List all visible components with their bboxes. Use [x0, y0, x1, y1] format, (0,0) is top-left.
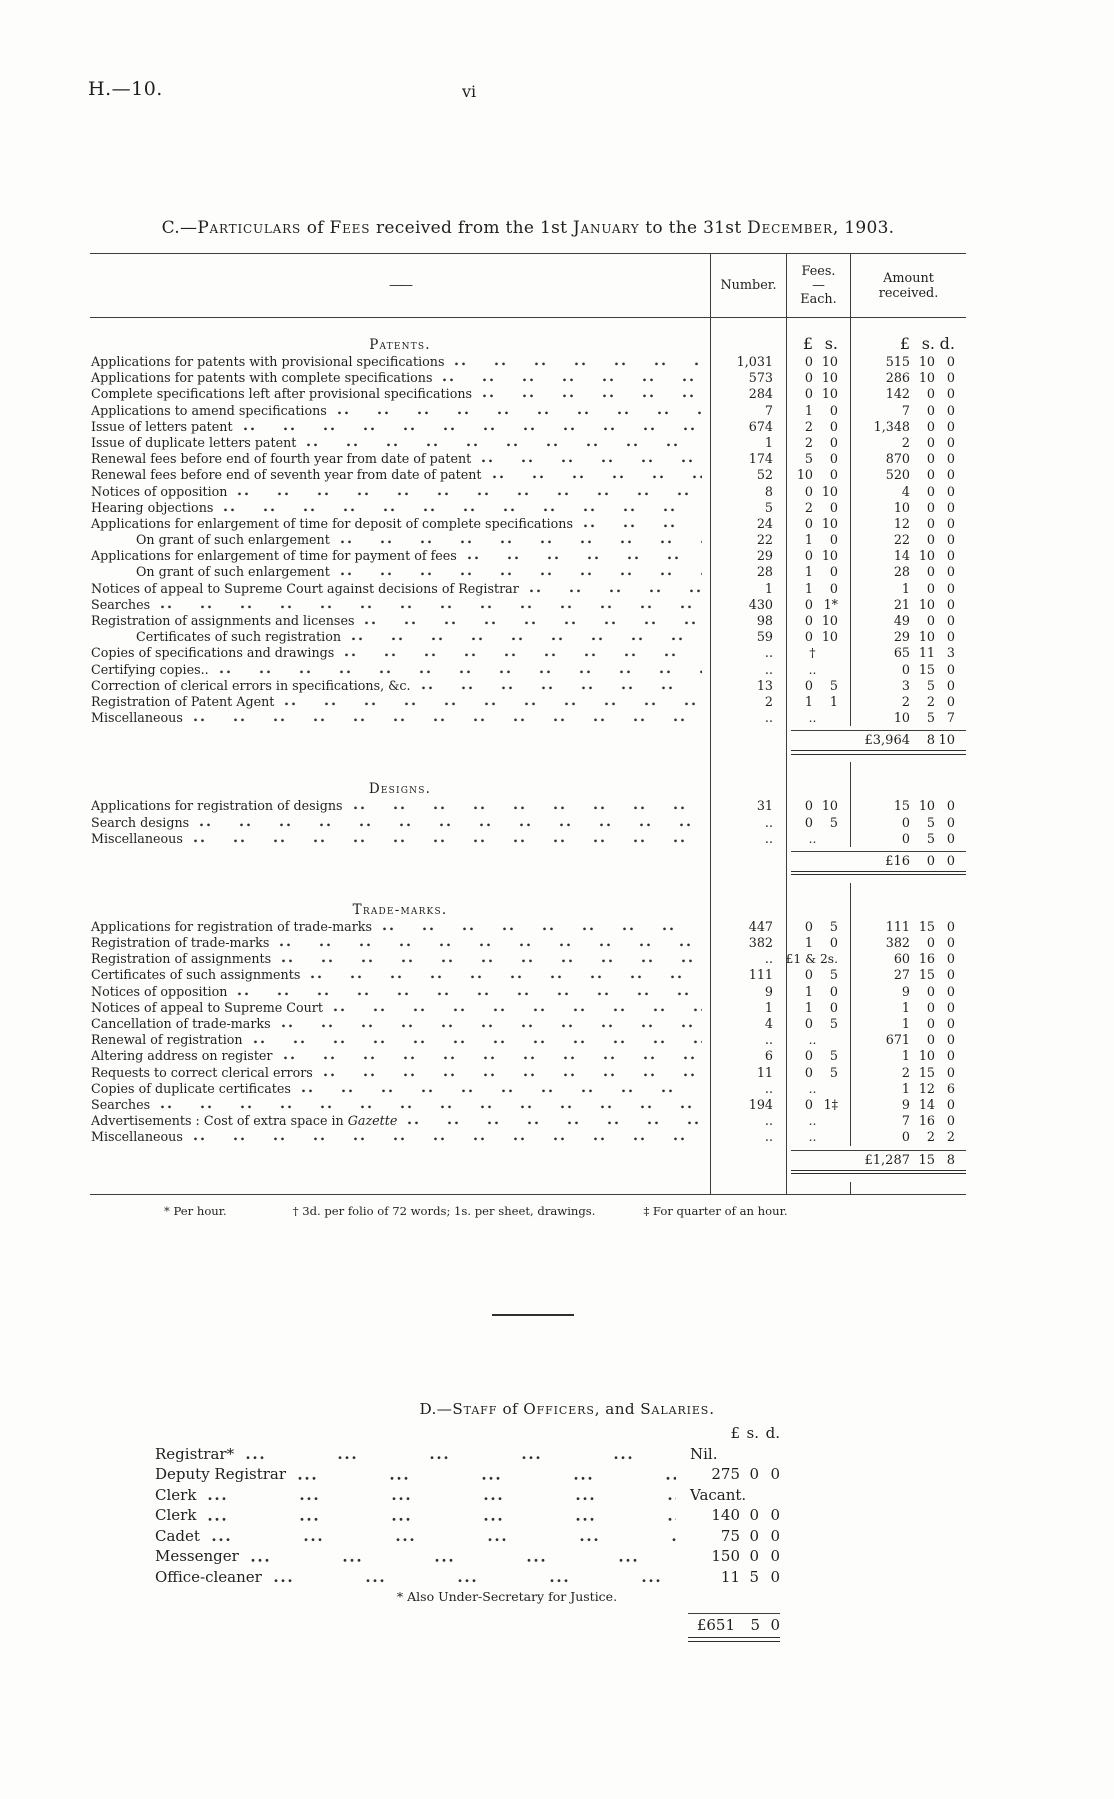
row-fee: £1 & 2s.: [786, 951, 850, 967]
row-amount: 2 2 0: [850, 694, 966, 710]
staff-table-title: D.—Staff of Officers, and Salaries.: [419, 1400, 715, 1418]
row-number: 1: [710, 1000, 786, 1016]
row-amount: 1 0 0: [850, 1016, 966, 1032]
row-fee: 0 10: [786, 548, 850, 564]
footnote-per-folio: † 3d. per folio of 72 words; 1s. per sheet, drawings.: [292, 1203, 596, 1218]
row-label: On grant of such enlargement: [90, 564, 710, 580]
fees-section: [90, 218, 966, 1218]
row-amount: 14 10 0: [850, 548, 966, 564]
row-amount: 15 10 0: [850, 798, 966, 814]
staff-row: Deputy Registrar 275 0 0: [155, 1465, 780, 1486]
row-amount: 0 15 0: [850, 662, 966, 678]
row-label: Certifying copies..: [90, 662, 710, 678]
row-label: Registration of assignments and licenses: [90, 613, 710, 629]
total-double-rule: [791, 750, 966, 755]
currency-header-fees: [786, 883, 850, 919]
row-number: 447: [710, 919, 786, 935]
row-label: Miscellaneous: [90, 1129, 710, 1145]
row-fee: ..: [786, 710, 850, 726]
spacer-cell: [710, 318, 786, 354]
row-amount: 28 0 0: [850, 564, 966, 580]
row-amount: 2 15 0: [850, 1065, 966, 1081]
currency-header-fees: £ s.: [786, 318, 850, 354]
row-label: Certificates of such registration: [90, 629, 710, 645]
column-header-number: Number.: [710, 254, 786, 318]
row-label: Complete specifications left after provisional specifications: [90, 386, 710, 402]
row-fee: 0 5: [786, 919, 850, 935]
row-amount: 0 2 2: [850, 1129, 966, 1145]
row-fee: 2 0: [786, 435, 850, 451]
row-number: 674: [710, 419, 786, 435]
row-number: 573: [710, 370, 786, 386]
column-header-placeholder: ——: [90, 254, 710, 318]
row-amount: 286 10 0: [850, 370, 966, 386]
currency-header-fees: [786, 762, 850, 798]
spacer-cell: [786, 1182, 850, 1194]
section-total-value: £1,287 15 8: [864, 1152, 955, 1168]
row-number: 31: [710, 798, 786, 814]
row-amount: 0 5 0: [850, 815, 966, 831]
row-label: On grant of such enlargement: [90, 532, 710, 548]
row-amount: 870 0 0: [850, 451, 966, 467]
row-label: Applications for registration of trade-marks: [90, 919, 710, 935]
staff-row: Clerk Vacant.: [155, 1486, 780, 1507]
row-fee: 1 0: [786, 581, 850, 597]
staff-row: Cadet 75 0 0: [155, 1527, 780, 1548]
row-number: 22: [710, 532, 786, 548]
spacer-cell: [850, 1182, 966, 1194]
currency-header-amount: [850, 883, 966, 919]
row-number: ..: [710, 710, 786, 726]
row-label: Issue of letters patent: [90, 419, 710, 435]
staff-currency-header: £ s. d.: [730, 1424, 780, 1442]
row-label: Notices of appeal to Supreme Court against decisions of Registrar: [90, 581, 710, 597]
row-amount: 2 0 0: [850, 435, 966, 451]
row-amount: 3 5 0: [850, 678, 966, 694]
currency-header-amount: £ s. d.: [850, 318, 966, 354]
row-amount: 65 11 3: [850, 645, 966, 661]
row-amount: 9 14 0: [850, 1097, 966, 1113]
row-label: Renewal fees before end of fourth year from date of patent: [90, 451, 710, 467]
spacer-cell: [710, 883, 786, 919]
row-amount: 1 0 0: [850, 1000, 966, 1016]
row-number: 13: [710, 678, 786, 694]
row-label: Requests to correct clerical errors: [90, 1065, 710, 1081]
spacer-cell: [710, 726, 786, 762]
row-amount: 60 16 0: [850, 951, 966, 967]
row-label: Certificates of such assignments: [90, 967, 710, 983]
row-amount: 27 15 0: [850, 967, 966, 983]
row-number: ..: [710, 1032, 786, 1048]
row-fee: 2 0: [786, 500, 850, 516]
row-amount: 142 0 0: [850, 386, 966, 402]
row-amount: 9 0 0: [850, 984, 966, 1000]
row-number: ..: [710, 831, 786, 847]
row-number: 8: [710, 484, 786, 500]
row-label: Applications for registration of designs: [90, 798, 710, 814]
row-number: 11: [710, 1065, 786, 1081]
row-label: Miscellaneous: [90, 831, 710, 847]
total-double-rule: [791, 1170, 966, 1175]
row-fee: 0 1‡: [786, 1097, 850, 1113]
row-label: Applications to amend specifications: [90, 403, 710, 419]
row-fee: 1 0: [786, 403, 850, 419]
row-number: 174: [710, 451, 786, 467]
row-fee: ..: [786, 1113, 850, 1129]
row-number: 382: [710, 935, 786, 951]
row-number: ..: [710, 1081, 786, 1097]
row-number: 5: [710, 500, 786, 516]
section-total-value: £16 0 0: [885, 853, 955, 869]
row-label: Notices of appeal to Supreme Court: [90, 1000, 710, 1016]
row-number: ..: [710, 662, 786, 678]
row-amount: 1 12 6: [850, 1081, 966, 1097]
row-fee: 0 10: [786, 370, 850, 386]
section-heading: Trade-marks.: [352, 901, 448, 918]
row-amount: 1,348 0 0: [850, 419, 966, 435]
fees-header-line: Fees.: [801, 263, 836, 279]
row-amount: 1 10 0: [850, 1048, 966, 1064]
row-amount: 21 10 0: [850, 597, 966, 613]
row-amount: 7 16 0: [850, 1113, 966, 1129]
staff-row: Registrar* Nil.: [155, 1445, 780, 1466]
row-number: 4: [710, 1016, 786, 1032]
column-header-fees: [786, 254, 850, 318]
section-heading: Designs.: [368, 781, 432, 798]
row-label: Applications for enlargement of time for deposit of complete specifications: [90, 516, 710, 532]
footnote-per-hour: * Per hour.: [164, 1203, 227, 1218]
section-total-value: £3,964 8 10: [864, 733, 955, 749]
row-amount: 515 10 0: [850, 354, 966, 370]
row-label: Search designs: [90, 815, 710, 831]
section-total: [786, 726, 966, 762]
row-fee: 10 0: [786, 467, 850, 483]
staff-row: Clerk 140 0 0: [155, 1506, 780, 1527]
section-total: [786, 847, 966, 883]
row-number: 28: [710, 564, 786, 580]
row-fee: 0 10: [786, 629, 850, 645]
row-number: 430: [710, 597, 786, 613]
row-label: Hearing objections: [90, 500, 710, 516]
fees-table: [90, 253, 966, 1195]
row-fee: 0 5: [786, 967, 850, 983]
row-fee: 2 0: [786, 419, 850, 435]
staff-table: [155, 1424, 780, 1588]
row-label: Copies of specifications and drawings: [90, 645, 710, 661]
row-fee: 0 5: [786, 1048, 850, 1064]
row-label: Notices of opposition: [90, 984, 710, 1000]
row-amount: 0 5 0: [850, 831, 966, 847]
staff-row: Messenger 150 0 0: [155, 1547, 780, 1568]
row-fee: 1 0: [786, 935, 850, 951]
total-double-rule: [791, 871, 966, 876]
row-number: 59: [710, 629, 786, 645]
row-amount: 22 0 0: [850, 532, 966, 548]
spacer-cell: [710, 762, 786, 798]
column-header-amount: Amount received.: [850, 254, 966, 318]
spacer-cell: [710, 847, 786, 883]
row-label: Applications for enlargement of time for payment of fees: [90, 548, 710, 564]
row-label: Notices of opposition: [90, 484, 710, 500]
row-label: Searches: [90, 597, 710, 613]
staff-total: [688, 1613, 780, 1642]
footnote-quarter-hour: ‡ For quarter of an hour.: [643, 1203, 788, 1218]
row-fee: ..: [786, 831, 850, 847]
row-amount: 111 15 0: [850, 919, 966, 935]
row-fee: 1 0: [786, 1000, 850, 1016]
row-label: Advertisements : Cost of extra space in Gazette: [90, 1113, 710, 1129]
row-fee: 0 10: [786, 354, 850, 370]
section-divider-rule: [492, 1314, 574, 1316]
row-label: Renewal of registration: [90, 1032, 710, 1048]
row-label: Searches: [90, 1097, 710, 1113]
row-fee: 1 1: [786, 694, 850, 710]
row-fee: 0 10: [786, 386, 850, 402]
row-fee: 0 1*: [786, 597, 850, 613]
fees-header-line: Each.: [800, 291, 837, 307]
row-fee: ..: [786, 1129, 850, 1145]
row-fee: 0 5: [786, 1065, 850, 1081]
row-number: 29: [710, 548, 786, 564]
staff-total-double-rule: [688, 1637, 780, 1642]
row-fee: 1 0: [786, 984, 850, 1000]
row-number: 24: [710, 516, 786, 532]
spacer-cell: [90, 1182, 710, 1194]
row-amount: 7 0 0: [850, 403, 966, 419]
row-number: 98: [710, 613, 786, 629]
row-number: 6: [710, 1048, 786, 1064]
row-number: ..: [710, 645, 786, 661]
row-number: 194: [710, 1097, 786, 1113]
row-fee: 0 10: [786, 516, 850, 532]
row-label: Registration of trade-marks: [90, 935, 710, 951]
row-amount: 1 0 0: [850, 581, 966, 597]
row-fee: 0 10: [786, 613, 850, 629]
row-amount: 520 0 0: [850, 467, 966, 483]
row-fee: 0 5: [786, 678, 850, 694]
row-label: Miscellaneous: [90, 710, 710, 726]
row-label: Altering address on register: [90, 1048, 710, 1064]
row-label: Renewal fees before end of seventh year from date of patent: [90, 467, 710, 483]
staff-total-value: £651 5 0: [696, 1616, 780, 1634]
row-amount: 10 5 7: [850, 710, 966, 726]
row-amount: 671 0 0: [850, 1032, 966, 1048]
row-fee: 1 0: [786, 532, 850, 548]
section-total: [786, 1146, 966, 1182]
spacer-cell: [90, 847, 710, 883]
row-number: 284: [710, 386, 786, 402]
row-amount: 382 0 0: [850, 935, 966, 951]
row-label: Issue of duplicate letters patent: [90, 435, 710, 451]
row-number: ..: [710, 1129, 786, 1145]
row-fee: ..: [786, 1081, 850, 1097]
row-label: Registration of assignments: [90, 951, 710, 967]
row-number: ..: [710, 1113, 786, 1129]
fees-header-line: —: [812, 277, 825, 293]
row-label: Registration of Patent Agent: [90, 694, 710, 710]
row-number: 1,031: [710, 354, 786, 370]
currency-header-amount: [850, 762, 966, 798]
spacer-cell: [710, 1182, 786, 1194]
section-heading: Patents.: [369, 337, 431, 353]
spacer-cell: [90, 726, 710, 762]
row-fee: 5 0: [786, 451, 850, 467]
row-number: 1: [710, 435, 786, 451]
row-number: 2: [710, 694, 786, 710]
row-number: 52: [710, 467, 786, 483]
spacer-cell: [710, 1146, 786, 1182]
table-footnotes: [90, 1204, 966, 1218]
row-number: 7: [710, 403, 786, 419]
spacer-cell: [90, 1146, 710, 1182]
row-label: Applications for patents with provisional specifications: [90, 354, 710, 370]
row-number: 1: [710, 581, 786, 597]
row-label: Copies of duplicate certificates: [90, 1081, 710, 1097]
row-amount: 4 0 0: [850, 484, 966, 500]
row-number: 9: [710, 984, 786, 1000]
row-label: Applications for patents with complete specifications: [90, 370, 710, 386]
row-number: ..: [710, 815, 786, 831]
row-amount: 29 10 0: [850, 629, 966, 645]
row-amount: 10 0 0: [850, 500, 966, 516]
document-reference: H.—10.: [88, 78, 163, 100]
row-fee: 1 0: [786, 564, 850, 580]
staff-salaries-section: [155, 1400, 780, 1642]
staff-row: Office-cleaner 11 5 0: [155, 1568, 780, 1589]
row-amount: 49 0 0: [850, 613, 966, 629]
row-fee: †: [786, 645, 850, 661]
row-fee: ..: [786, 662, 850, 678]
row-amount: 12 0 0: [850, 516, 966, 532]
row-number: ..: [710, 951, 786, 967]
page-number: vi: [462, 82, 477, 101]
row-fee: 0 5: [786, 1016, 850, 1032]
row-fee: ..: [786, 1032, 850, 1048]
row-fee: 0 5: [786, 815, 850, 831]
staff-footnote: * Also Under-Secretary for Justice.: [396, 1589, 618, 1604]
row-number: 111: [710, 967, 786, 983]
row-fee: 0 10: [786, 798, 850, 814]
fees-table-title: C.—Particulars of Fees received from the 1st January to the 31st December, 1903.: [161, 218, 895, 238]
row-label: Cancellation of trade-marks: [90, 1016, 710, 1032]
row-label: Correction of clerical errors in specifications, &c.: [90, 678, 710, 694]
row-fee: 0 10: [786, 484, 850, 500]
